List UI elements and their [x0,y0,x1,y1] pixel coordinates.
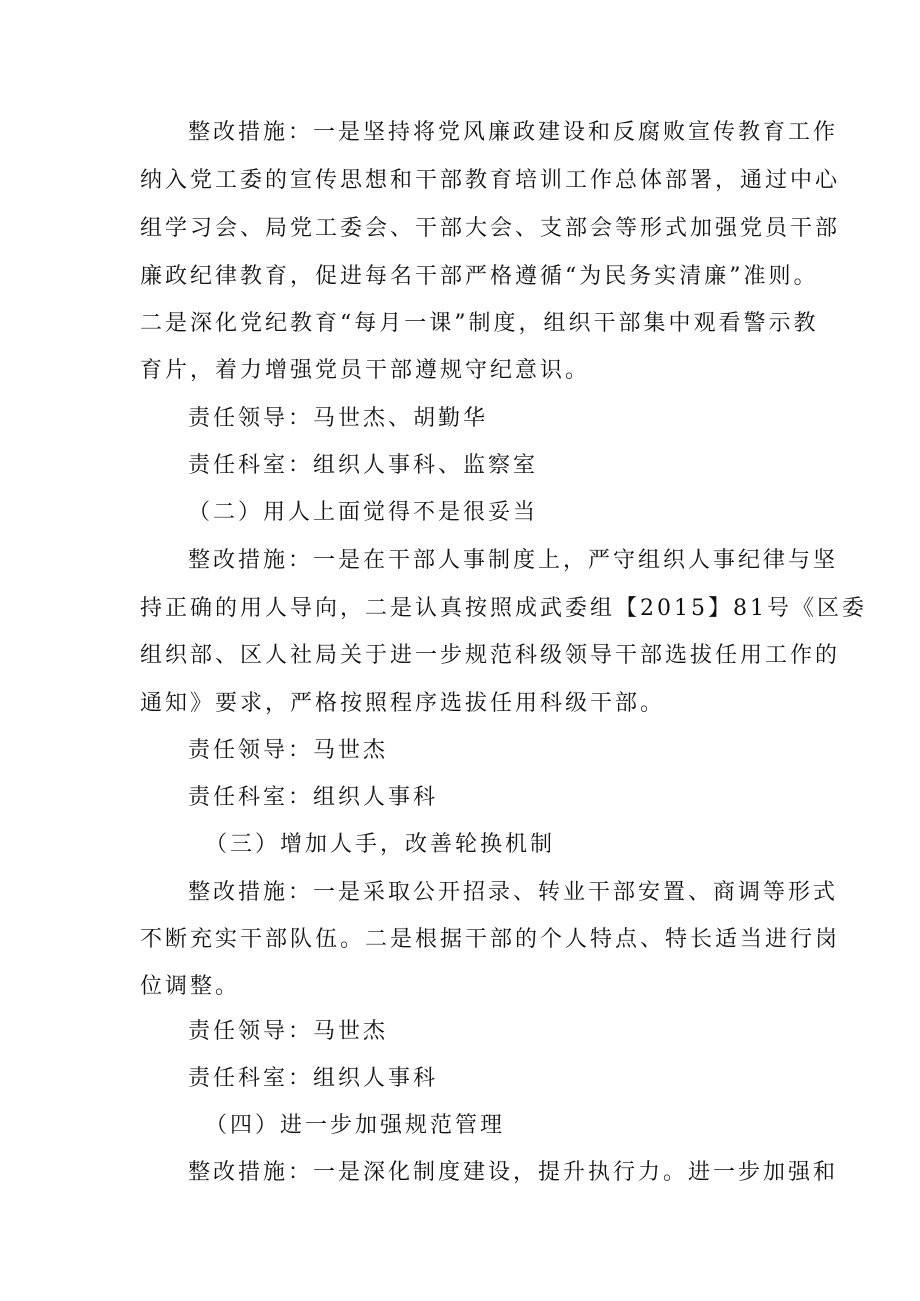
paragraph-line: 纳入党工委的宣传思想和干部教育培训工作总体部署，通过中心 [140,168,841,193]
responsible-office-line: 责任科室：组织人事科、监察室 [188,453,539,478]
paragraph-line: 位调整。 [140,974,241,999]
paragraph-line: 整改措施：一是深化制度建设，提升执行力。进一步加强和 [188,1160,839,1185]
paragraph-line: 整改措施：一是坚持将党风廉政建设和反腐败宣传教育工作 [188,120,839,145]
paragraph-line: 通知》要求，严格按照程序选拔任用科级干部。 [140,691,666,716]
responsible-office-line: 责任科室：组织人事科 [188,785,439,810]
paragraph-line: 廉政纪律教育，促进每名干部严格遵循“为民务实清廉”准则。 [140,264,819,289]
paragraph-line: 组织部、区人社局关于进一步规范科级领导干部选拔任用工作的 [140,643,841,668]
paragraph-line: 二是深化党纪教育“每月一课”制度，组织干部集中观看警示教 [140,311,819,336]
paragraph-line: 持正确的用人导向，二是认真按照成武委组【2015】81号《区委 [140,596,867,621]
paragraph-line: 不断充实干部队伍。二是根据干部的个人特点、特长适当进行岗 [140,927,841,952]
paragraph-line: 组学习会、局党工委会、干部大会、支部会等形式加强党员干部 [140,216,841,241]
section-heading: （四）进一步加强规范管理 [205,1113,506,1138]
section-heading: （三）增加人手，改善轮换机制 [205,832,556,857]
paragraph-line: 育片，着力增强党员干部遵规守纪意识。 [140,358,591,383]
responsible-leader-line: 责任领导：马世杰 [188,738,389,763]
responsible-leader-line: 责任领导：马世杰 [188,1019,389,1044]
responsible-leader-line: 责任领导：马世杰、胡勤华 [188,406,489,431]
paragraph-line: 整改措施：一是在干部人事制度上，严守组织人事纪律与坚 [188,548,839,573]
section-heading: （二）用人上面觉得不是很妥当 [188,500,539,525]
responsible-office-line: 责任科室：组织人事科 [188,1066,439,1091]
paragraph-line: 整改措施：一是采取公开招录、转业干部安置、商调等形式 [188,880,839,905]
